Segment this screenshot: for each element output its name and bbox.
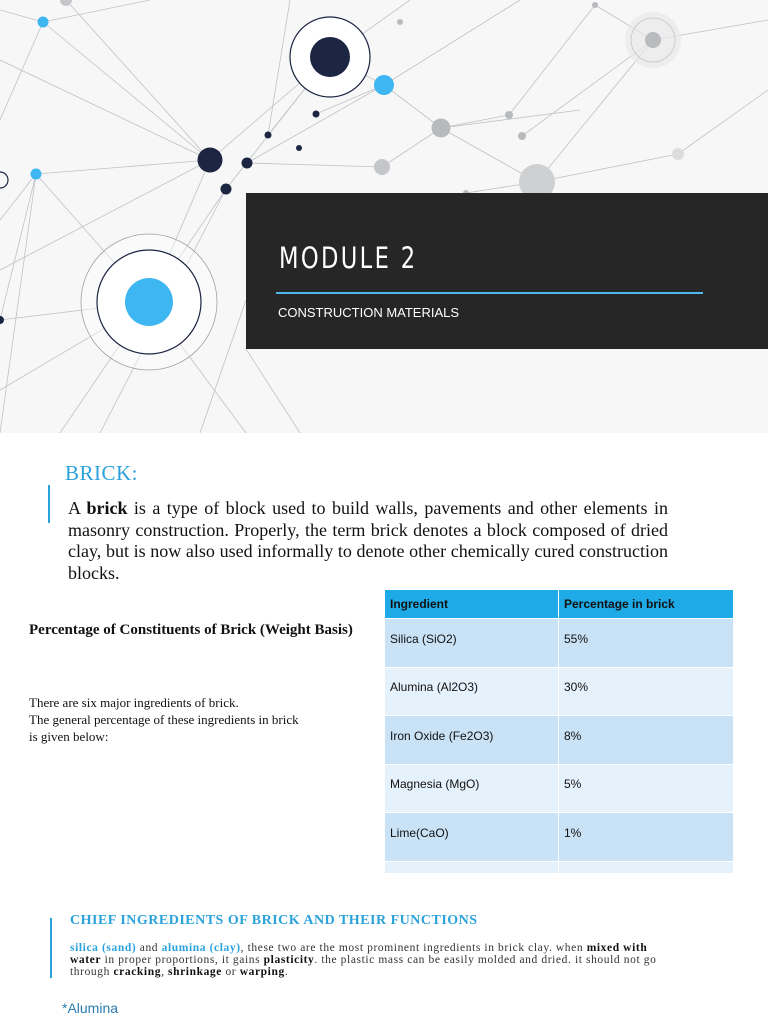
intro-rest: is a type of block used to build walls, pavements and other elements in masonry construction. Properly, the term brick denotes a block composed of dried clay, but is now also used informally to denote other chemically cured construction blocks. xyxy=(68,498,668,583)
text-run: . the plastic mass can be easily molded and dried. it should not go through xyxy=(70,954,657,978)
ingredient-cell: Silica (SiO2) xyxy=(385,619,559,668)
text-run: , these two are the most prominent ingredients in brick clay. when xyxy=(240,942,587,954)
term-plasticity: plasticity xyxy=(263,954,315,966)
ingredient-cell: Lime(CaO) xyxy=(385,813,559,862)
accent-bar xyxy=(48,485,50,523)
percentage-cell: 5% xyxy=(559,764,734,813)
brick-intro-paragraph xyxy=(68,498,668,584)
table-row xyxy=(385,619,734,668)
text-run: . xyxy=(284,966,289,978)
text-run: or xyxy=(221,966,240,978)
term-silica: silica (sand) xyxy=(70,942,137,954)
brick-heading: BRICK: xyxy=(65,461,139,485)
intro-prefix: A xyxy=(68,498,87,518)
term-warping: warping xyxy=(239,966,285,978)
functions-slide xyxy=(0,873,768,1024)
text-run: in proper proportions, it gains xyxy=(101,954,264,966)
text-run: , xyxy=(161,966,169,978)
intro-bold-term: brick xyxy=(86,498,128,518)
column-header-ingredient: Ingredient xyxy=(385,590,559,619)
text-run: and xyxy=(136,942,162,954)
column-header-percentage: Percentage in brick xyxy=(559,590,734,619)
functions-heading: CHIEF INGREDIENTS OF BRICK AND THEIR FUNCTIONS xyxy=(70,913,478,928)
brick-slide xyxy=(0,433,768,873)
description-line: The general percentage of these ingredients in brick xyxy=(29,712,299,727)
title-band xyxy=(246,193,768,349)
term-alumina: alumina (clay) xyxy=(161,942,241,954)
constituents-description xyxy=(29,694,334,745)
alumina-label: *Alumina xyxy=(62,1000,119,1016)
ingredient-cell: Alumina (Al2O3) xyxy=(385,667,559,716)
table-row xyxy=(385,813,734,862)
ingredient-cell: Iron Oxide (Fe2O3) xyxy=(385,716,559,765)
constituents-title: Percentage of Constituents of Brick (Weight Basis) xyxy=(29,622,353,638)
percentage-cell: 30% xyxy=(559,667,734,716)
percentage-cell: 8% xyxy=(559,716,734,765)
ingredients-table xyxy=(385,590,734,909)
table-row xyxy=(385,764,734,813)
description-line: is given below: xyxy=(29,729,109,744)
accent-bar xyxy=(50,918,52,978)
title-rule xyxy=(276,292,703,294)
description-line: There are six major ingredients of brick. xyxy=(29,695,239,710)
term-mixed-with-water: mixed with water xyxy=(70,942,648,966)
table-row xyxy=(385,716,734,765)
title-slide xyxy=(0,0,768,433)
table-row xyxy=(385,667,734,716)
percentage-cell: 1% xyxy=(559,813,734,862)
term-shrinkage: shrinkage xyxy=(168,966,222,978)
term-cracking: cracking xyxy=(113,966,162,978)
table-header-row xyxy=(385,590,734,619)
module-subtitle: CONSTRUCTION MATERIALS xyxy=(278,305,460,320)
percentage-cell: 55% xyxy=(559,619,734,668)
ingredient-cell: Magnesia (MgO) xyxy=(385,764,559,813)
functions-paragraph xyxy=(70,942,660,978)
module-title: MODULE 2 xyxy=(279,241,418,275)
